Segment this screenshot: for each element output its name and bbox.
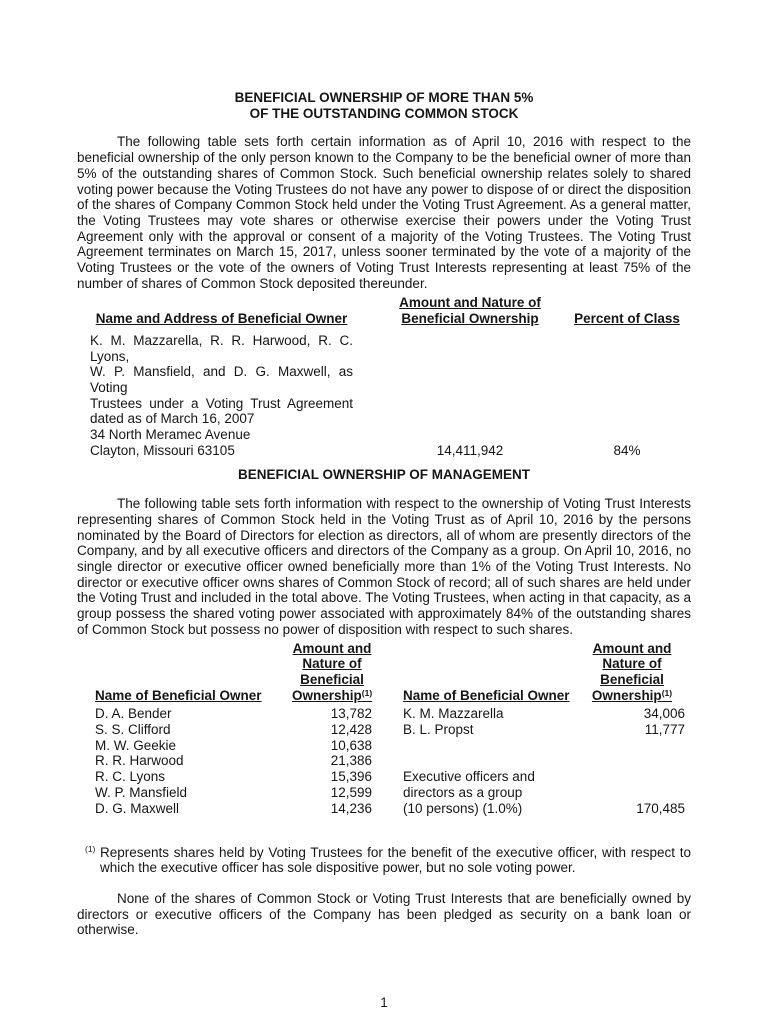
owner-name-cell: M. W. Geekie [95,737,177,753]
owner-address-line: W. P. Mansfield, and D. G. Maxwell, as Voting [90,364,353,395]
table-row [95,769,372,785]
table-row [403,706,685,722]
page-number: 1 [380,995,388,1011]
section-title-5pct-line1: BENEFICIAL OWNERSHIP OF MORE THAN 5% [234,90,534,105]
table-5pct-data-row [77,333,691,459]
paragraph-management-ownership: The following table sets forth information with respect to the ownership of Voting Trust Interests representing shares of Common Stock held in the Voting Trust as of April 10, 2016 by the persons nominated by the Board of Directors for election as directors, all of whom are presently directors of the Company, and by all executive officers and directors of the Company as a group. On April 10, 2016, no single director or executive officer owned beneficially more than 1% of the Voting Trust Interests. No director or executive officer owns shares of Common Stock of record; all of such shares are held under the Voting Trust and included in the total above. The Voting Trustees, when acting in that capacity, as a group possess the shared voting power associated with approximately 84% of the outstanding shares of Common Stock but possess no power of disposition with respect to such shares. [77,496,691,637]
owner-name-cell: S. S. Clifford [95,722,171,738]
management-table-left-header [95,641,372,704]
footnote-reference-icon: (1) [361,687,373,698]
table-row [403,722,685,738]
amount-cell: 13,782 [330,706,372,722]
owner-address-line: Trustees under a Voting Trust Agreement [90,395,353,411]
percent-value: 84% [613,442,641,458]
owner-name-cell: D. A. Bender [95,706,172,722]
owner-name-cell: directors as a group [403,784,523,800]
owner-address-cell [90,333,353,459]
col-header-name-address: Name and Address of Beneficial Owner [95,311,348,327]
amount-cell [579,785,685,801]
table-row [95,738,372,754]
amount-cell [579,738,685,754]
amount-cell: 12,599 [330,784,372,800]
amount-value: 14,411,942 [436,442,504,458]
col-header-owner-name: Name of Beneficial Owner [95,687,262,703]
table-row [95,785,372,801]
owner-name-cell: K. M. Mazzarella [403,706,504,722]
owner-name-cell [403,738,579,754]
footnote-1 [77,845,691,876]
management-table-right [403,641,685,817]
table-row [403,769,685,785]
paragraph-5pct-ownership: The following table sets forth certain information as of April 10, 2016 with respect to the beneficial ownership of the only person known to the Company to be the beneficial owner of more than 5% of the outstanding shares of Common Stock. Such beneficial ownership relates solely to shared voting power because the Voting Trustees do not have any power to dispose of or direct the disposition of the shares of Company Common Stock held under the Voting Trust Agreement. As a general matter, the Voting Trustees may vote shares or otherwise exercise their powers under the Voting Trust Agreement only with the approval or consent of a majority of the Voting Trustees. The Voting Trust Agreement terminates on March 15, 2017, unless sooner terminated by the vote of a majority of the Voting Trustees or the vote of the owners of Voting Trust Interests representing at least 75% of the number of shares of Common Stock deposited thereunder. [77,134,691,291]
amount-cell: 170,485 [636,800,685,816]
owner-name-cell: W. P. Mansfield [95,784,188,800]
footnote-text: Represents shares held by Voting Trustees for the benefit of the executive officer, with respect to which the executive officer has sole dispositive power, but no sole voting power. [100,844,691,876]
amount-cell: 14,236 [330,800,372,816]
amount-cell [579,753,685,769]
amount-cell: 15,396 [330,769,372,785]
footnote-marker: (1) [85,843,96,854]
owner-name-cell: (10 persons) (1.0%) [403,800,523,816]
amount-cell: 11,777 [644,722,685,738]
table-row [95,722,372,738]
col-header-owner-name: Name of Beneficial Owner [403,687,570,703]
owner-address-line: dated as of March 16, 2007 [90,411,255,427]
owner-name-cell: R. C. Lyons [95,769,166,785]
owner-name-cell: B. L. Propst [403,722,474,738]
management-table-right-header [403,641,685,704]
footnote-reference-icon: (1) [661,687,673,698]
table-row [95,801,372,817]
table-row [403,785,685,801]
section-title-management: BENEFICIAL OWNERSHIP OF MANAGEMENT [237,467,530,483]
table-management [77,641,691,819]
owner-address-line: 34 North Meramec Avenue [90,427,251,443]
amount-cell: 12,428 [330,722,372,738]
owner-name-cell: D. G. Maxwell [95,800,180,816]
amount-cell: 34,006 [643,706,685,722]
management-table-left [95,641,372,817]
section-title-5pct [77,90,691,121]
owner-address-line: K. M. Mazzarella, R. R. Harwood, R. C. Lyons, [90,332,353,364]
table-5pct-owner [77,295,691,458]
col-header-percent-class: Percent of Class [574,311,680,327]
col-header-amount-nature: Amount and Nature of Beneficial Ownership [399,295,541,327]
owner-name-cell: R. R. Harwood [95,753,184,769]
closing-paragraph: None of the shares of Common Stock or Voting Trust Interests that are beneficially owned by directors or executive officers of the Company has been pledged as security on a bank loan or otherwise. [77,890,691,938]
amount-cell: 10,638 [330,737,372,753]
table-row [403,738,685,754]
table-row [403,801,685,817]
table-row [95,706,372,722]
table-row [403,753,685,769]
section-title-5pct-line2: OF THE OUTSTANDING COMMON STOCK [249,105,519,121]
owner-address-line: Clayton, Missouri 63105 [90,442,235,458]
col-header-amount: Amount and Nature of Beneficial Ownership$^{(1)}$ [292,640,373,703]
table-5pct-header-row [77,295,691,326]
owner-name-cell [403,753,579,769]
col-header-amount: Amount and Nature of Beneficial Ownership$^{(1)}$ [591,640,673,703]
amount-cell: 21,386 [330,753,372,769]
amount-cell [579,769,685,785]
table-row [95,753,372,769]
owner-name-cell: Executive officers and [403,769,535,785]
